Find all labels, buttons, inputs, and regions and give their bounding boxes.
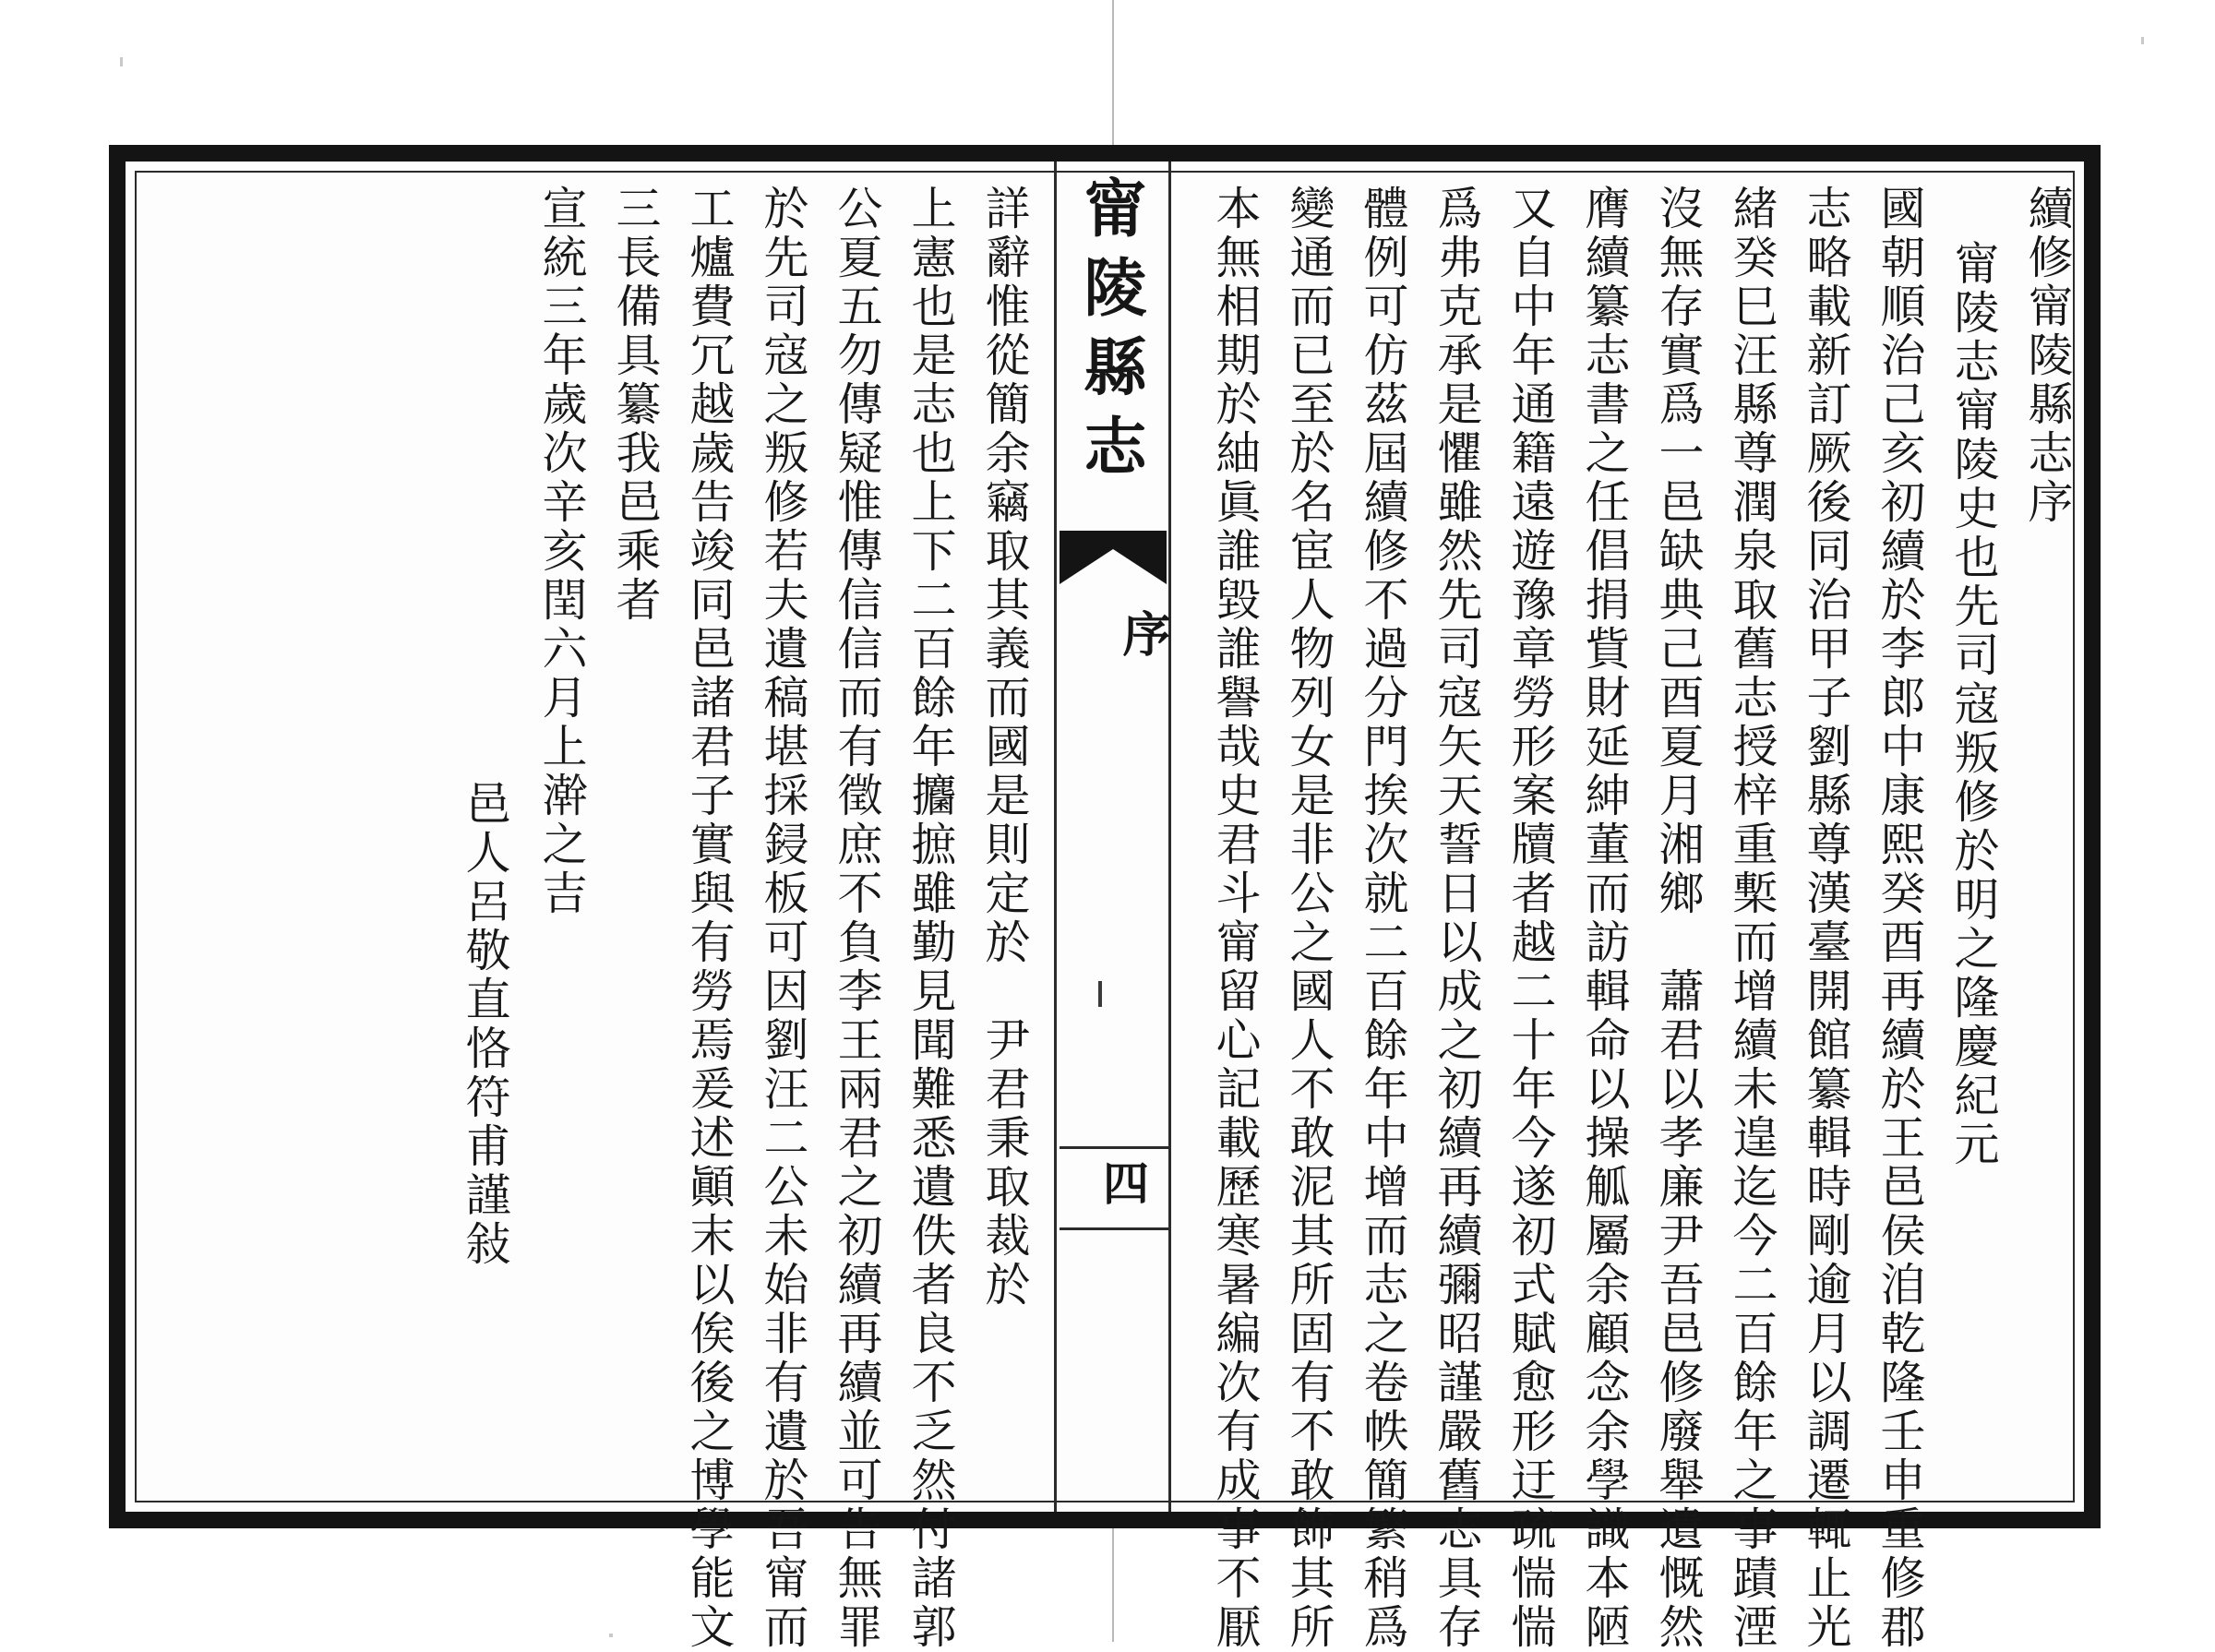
- text-column: 詳辭惟從簡余竊取其義而國是則定於 尹君秉取裁於: [978, 185, 1031, 1310]
- text-column: 志略載新訂厥後同治甲子劉縣尊漢臺開館纂輯時剛逾月以調遷輒止光: [1800, 185, 1852, 1652]
- text-column: 膺續纂志書之任倡捐貲財延紳董而訪輯命以操觚屬余顧念余學識本陋: [1578, 185, 1631, 1652]
- text-column: 體例可仿茲屆續修不過分門挨次就二百餘年中增而志之卷帙簡繁稍爲: [1357, 185, 1409, 1652]
- fold-tick: [1098, 981, 1102, 1007]
- paper-speck: [120, 57, 123, 66]
- preface-title: 續修甯陵縣志序: [2021, 185, 2074, 527]
- text-column: 本無相期於紬眞誰毀誰譽哉史君斗甯留心記載歷寒暑編次有成事不厭: [1209, 185, 1262, 1652]
- paper-speck: [609, 1634, 613, 1637]
- text-column: 沒無存實爲一邑缺典己酉夏月湘鄉 蕭君以孝廉尹吾邑修廢舉遺慨然: [1652, 185, 1705, 1652]
- paper-speck: [2141, 37, 2144, 44]
- book-title: 甯陵縣志: [1073, 175, 1147, 493]
- fold-line-right: [1168, 162, 1171, 1512]
- text-column: 三長備具纂我邑乘者: [609, 185, 662, 625]
- page-number: 四: [1096, 1159, 1150, 1205]
- fold-line-left: [1054, 162, 1057, 1512]
- text-column: 變通而已至於名宦人物列女是非公之國人不敢泥其所固有不敢飾其所: [1283, 185, 1335, 1652]
- text-column: 於先司寇之叛修若夫遺稿堪採鋟板可因劉汪二公未始非有遺於吾甯而: [757, 185, 809, 1652]
- text-column: 爲弗克承是懼雖然先司寇矢天誓日以成之初續再續彌昭謹嚴舊志具存: [1431, 185, 1483, 1652]
- date-line: 宣統三年歲次辛亥閏六月上澣之吉: [535, 185, 588, 918]
- text-column: 公夏五勿傳疑惟傳信信而有徵庶不負李王兩君之初續再續並可告無罪: [831, 185, 883, 1652]
- text-column: 甯陵志甯陵史也先司寇叛修於明之隆慶紀元: [1947, 240, 2000, 1169]
- page-number-line-top: [1060, 1146, 1168, 1149]
- signature: 邑人呂敬直恪符甫謹敍: [459, 780, 511, 1269]
- text-column: 國朝順治己亥初續於李郎中康熙癸酉再續於王邑侯洎乾隆壬申重修郡: [1874, 185, 1926, 1652]
- section-label: 序: [1114, 609, 1170, 657]
- text-column: 又自中年通籍遠遊豫章勞形案牘者越二十年今遂初式賦愈形迂疏惴惴: [1504, 185, 1557, 1652]
- text-column: 緒癸巳汪縣尊潤泉取舊志授梓重槧而增續未遑迄今二百餘年之事蹟湮: [1726, 185, 1778, 1652]
- text-column: 上憲也是志也上下二百餘年攟摭雖勤見聞難悉遺佚者良不乏然付諸郭: [904, 185, 957, 1652]
- page-number-line-bottom: [1060, 1227, 1168, 1230]
- fish-tail-ornament: [1060, 531, 1167, 584]
- text-column: 工爐費冗越歲告竣同邑諸君子實與有勞焉爰述顚末以俟後之博學能文: [683, 185, 736, 1652]
